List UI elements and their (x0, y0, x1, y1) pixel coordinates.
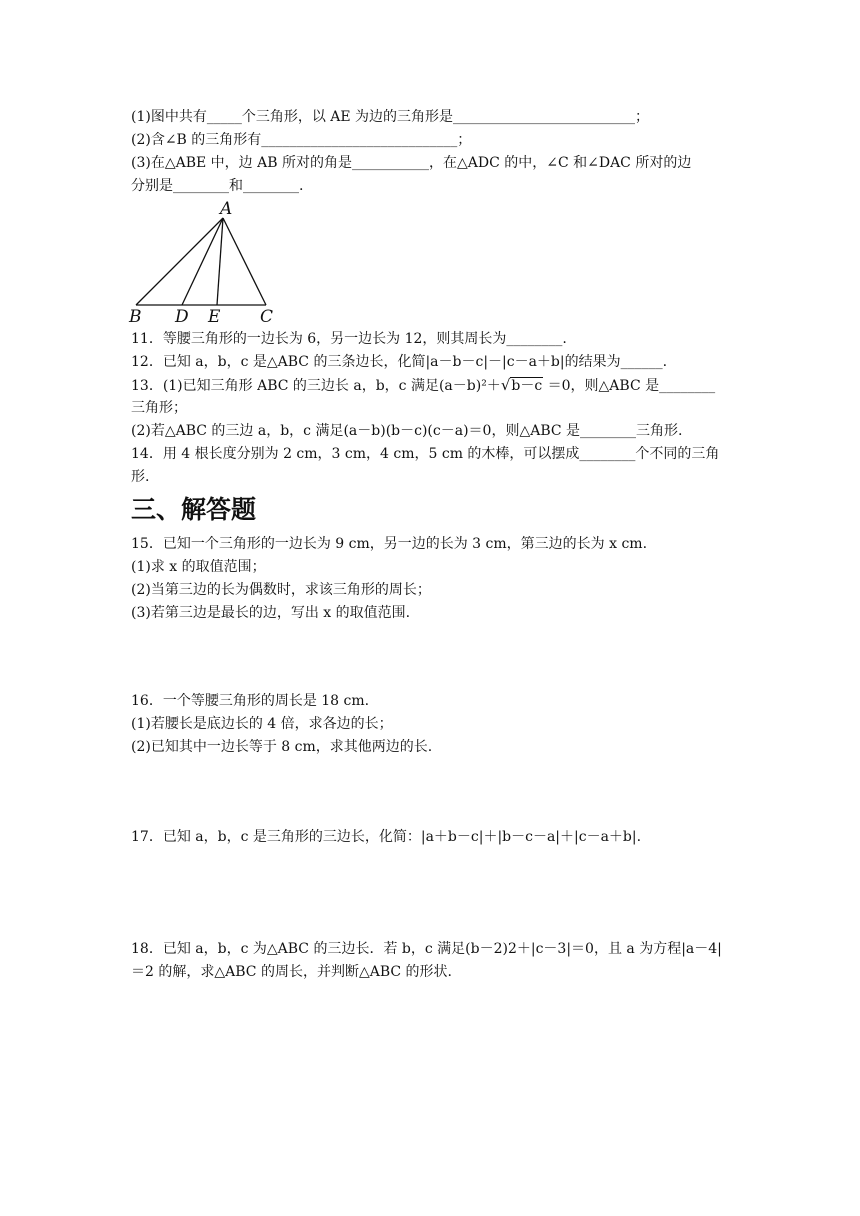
q16-part1: (1)若腰长是底边长的 4 倍，求各边的长； (131, 716, 393, 732)
q10-part3-line1: (3)在△ABE 中，边 AB 所对的角是___________，在△ADC 的中，∠C 和∠DAC 所对的边 (131, 155, 692, 171)
q10-part2: (2)含∠B 的三角形有____________________________； (131, 132, 472, 148)
q14-line1: 14．用 4 根长度分别为 2 cm，3 cm，4 cm，5 cm 的木棒，可以摆成________个不同的三角 (131, 446, 720, 462)
q15: 15．已知一个三角形的一边长为 9 cm，另一边的长为 3 cm，第三边的长为 x cm. (131, 536, 648, 552)
q13-text-before: 13．(1)已知三角形 ABC 的三边长 a，b，c 满足(a－b)²＋ (131, 378, 501, 394)
q13-text-after: ＝0，则△ABC 是________ (543, 378, 716, 394)
q18-line1: 18．已知 a，b，c 为△ABC 的三边长．若 b，c 满足(b－2)2＋|c－3|＝0，且 a 为方程|a－4| (131, 941, 722, 957)
q17: 17．已知 a，b，c 是三角形的三边长，化简：|a＋b－c|＋|b－c－a|＋|c－a＋b|. (131, 829, 642, 845)
q15-part1: (1)求 x 的取值范围； (131, 559, 266, 575)
q10-part1: (1)图中共有_____个三角形，以 AE 为边的三角形是__________________________； (131, 109, 650, 125)
segment-ad (182, 218, 223, 305)
q16: 16．一个等腰三角形的周长是 18 cm. (131, 693, 370, 709)
segment-ae (217, 218, 223, 305)
q12: 12．已知 a，b，c 是△ABC 的三条边长，化简|a－b－c|－|c－a＋b|的结果为______. (131, 354, 668, 370)
q18-line2: ＝2 的解，求△ABC 的周长，并判断△ABC 的形状. (131, 964, 452, 980)
q15-part2: (2)当第三边的长为偶数时，求该三角形的周长； (131, 582, 431, 598)
segment-ab (136, 218, 223, 305)
label-e: E (208, 307, 221, 327)
q14-line2: 形. (131, 469, 150, 485)
q13-part2: (2)若△ABC 的三边 a，b，c 满足(a－b)(b－c)(c－a)＝0，则△ABC 是________三角形. (131, 423, 683, 439)
label-a: A (220, 199, 233, 219)
q16-part2: (2)已知其中一边长等于 8 cm，求其他两边的长. (131, 739, 433, 755)
q13-part1 (131, 376, 715, 395)
q13-sqrt (501, 376, 543, 395)
sqrt-icon: √ (500, 376, 511, 394)
label-c: C (260, 307, 274, 327)
label-d: D (175, 307, 189, 327)
section-heading: 三、解答题 (131, 495, 257, 524)
label-b: B (129, 307, 142, 327)
q15-part3: (3)若第三边是最长的边，写出 x 的取值范围. (131, 605, 411, 621)
triangle-figure (126, 198, 286, 328)
q13-sqrt-content: b－c (511, 378, 543, 394)
q10-part3-line2: 分别是________和________. (131, 178, 304, 194)
q11: 11．等腰三角形的一边长为 6，另一边长为 12，则其周长为________. (131, 331, 567, 347)
segment-ac (223, 218, 266, 305)
q13-part1-cont: 三角形； (131, 400, 187, 416)
